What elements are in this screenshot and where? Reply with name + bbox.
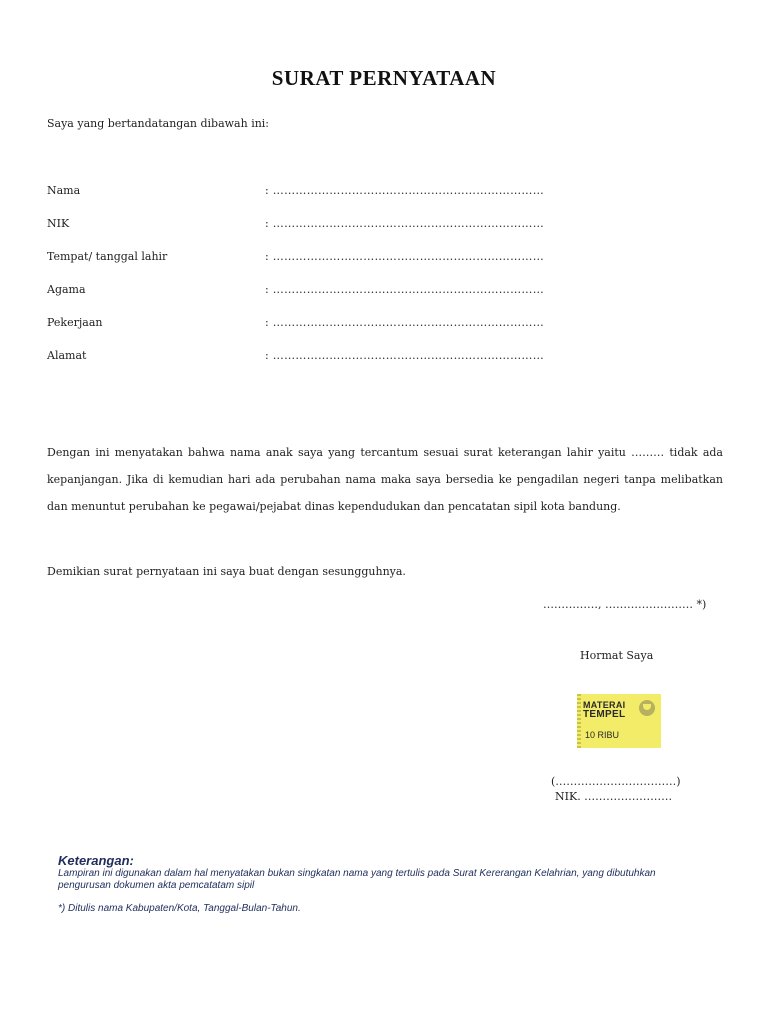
field-label-pekerjaan: Pekerjaan [47,316,103,329]
field-value-nik: : ……………………………………………………………… [265,217,545,230]
field-value-alamat: : ……………………………………………………………… [265,349,545,362]
field-label-alamat: Alamat [47,349,87,362]
notes-text: Lampiran ini digunakan dalam hal menyatakan bukan singkatan nama yang tertulis pada Surat Kererangan Kelahrian, yang dibutuhkan pengurusan dokumen akta pemcatatam sipil [58,868,656,891]
page-title: SURAT PERNYATAAN [271,66,497,90]
field-label-tempat-tanggal-lahir: Tempat/ tanggal lahir [47,250,168,263]
field-label-agama: Agama [47,283,86,296]
field-label-nama: Nama [47,184,81,197]
statement-paragraph: Dengan ini menyatakan bahwa nama anak saya yang tercantum sesuai surat keterangan lahir yaitu ……… tidak ada kepanjangan. Jika di kemudian hari ada perubahan nama maka saya bersedia ke pengadilan negeri tanpa melibatkan dan menuntut perubahan ke pegawai/pejabat dinas kependudukan dan pencatatan sipil kota bandung. [47,446,723,513]
regards-text: Hormat Saya [580,649,654,662]
notes-footnote: *) Ditulis nama Kabupaten/Kota, Tanggal-Bulan-Tahun. [58,903,301,914]
stamp-line-2: TEMPEL [583,709,626,720]
field-value-nama: : ……………………………………………………………… [265,184,545,197]
signature-name: (……………………………) [551,775,681,788]
place-date: ……………, …………………… *) [543,598,707,611]
field-value-pekerjaan: : ……………………………………………………………… [265,316,545,329]
stamp-line-3: 10 RIBU [585,730,620,740]
signature-nik: NIK. …………………… [555,790,673,803]
intro-text: Saya yang bertandatangan dibawah ini: [47,117,270,130]
materai-stamp [577,694,661,748]
field-value-tempat-tanggal-lahir: : ……………………………………………………………… [265,250,545,263]
notes-heading: Keterangan: [58,853,134,868]
field-label-nik: NIK [47,217,70,230]
field-value-agama: : ……………………………………………………………… [265,283,545,296]
garuda-emblem-icon [639,700,655,716]
closing-text: Demikian surat pernyataan ini saya buat dengan sesungguhnya. [47,565,406,578]
stamp-line-1: MATERAI [583,700,626,710]
